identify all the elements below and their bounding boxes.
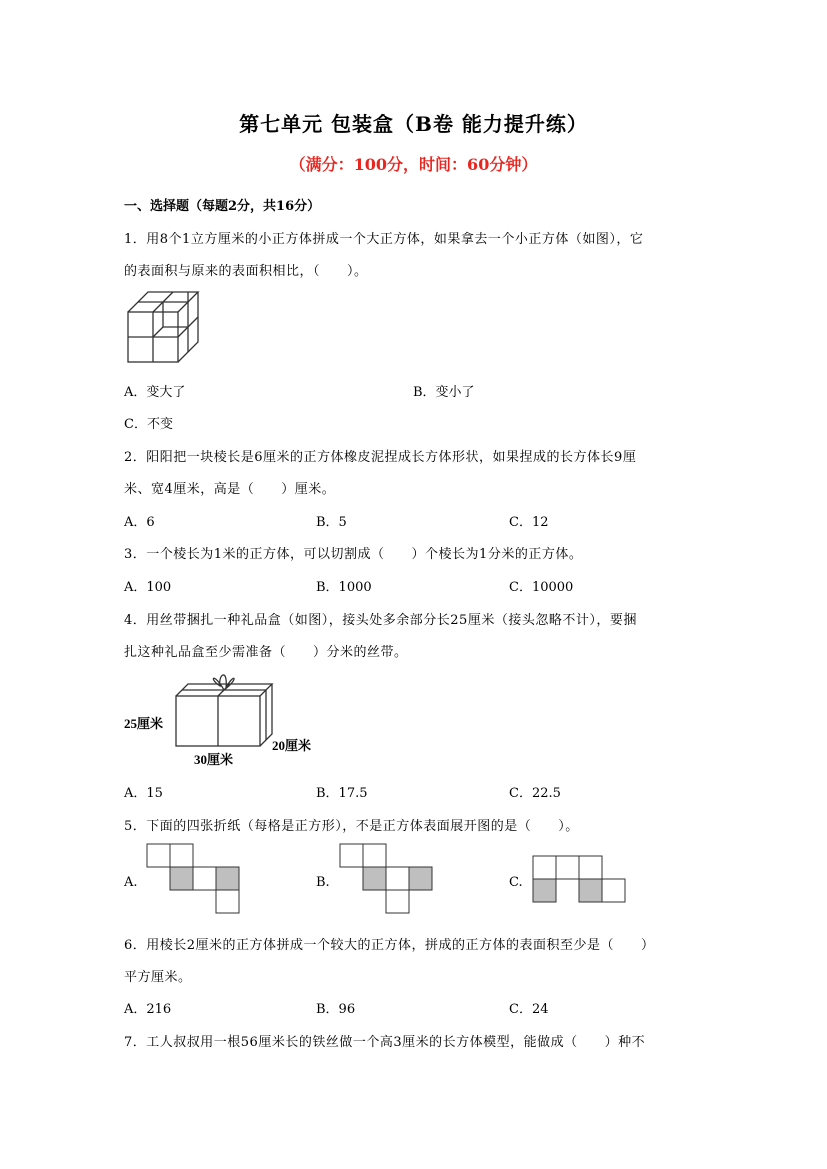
q4-option-c[interactable]: C．22.5	[509, 786, 561, 801]
q6-line-1: 6．用棱长2厘米的正方体拼成一个较大的正方体，拼成的正方体的表面积至少是（ ）	[124, 938, 655, 953]
q5-option-b[interactable]: B.	[316, 875, 330, 890]
section-heading: 一、选择题（每题2分，共16分）	[124, 199, 321, 214]
q5-option-a[interactable]: A.	[124, 875, 138, 890]
q1-option-b[interactable]: B．变小了	[413, 385, 475, 400]
q5-net-c[interactable]	[532, 855, 628, 905]
q5-net-a[interactable]	[146, 843, 242, 915]
q1-cube-figure	[126, 290, 206, 365]
q5-option-c[interactable]: C.	[509, 875, 523, 890]
q2-option-b[interactable]: B．5	[316, 515, 347, 530]
q4-label-height: 25厘米	[124, 716, 164, 731]
page-title: 第七单元 包装盒（B卷 能力提升练）	[239, 112, 588, 136]
q3-line-1: 3．一个棱长为1米的正方体，可以切割成（ ）个棱长为1分米的正方体。	[124, 547, 583, 562]
q7-line-1: 7．工人叔叔用一根56厘米长的铁丝做一个高3厘米的长方体模型，能做成（ ）种不	[124, 1035, 646, 1050]
q1-line-2: 的表面积与原来的表面积相比，（ ）。	[124, 264, 368, 279]
q5-net-b[interactable]	[339, 843, 435, 915]
page-subtitle: （满分：100分，时间：60分钟）	[289, 155, 538, 174]
q6-line-2: 平方厘米。	[124, 970, 192, 985]
q2-option-c[interactable]: C．12	[509, 515, 549, 530]
q4-line-1: 4．用丝带捆扎一种礼品盒（如图），接头处多余部分长25厘米（接头忽略不计），要捆	[124, 613, 637, 628]
q3-option-a[interactable]: A．100	[124, 580, 172, 595]
q2-line-1: 2．阳阳把一块棱长是6厘米的正方体橡皮泥捏成长方体形状，如果捏成的长方体长9厘	[124, 450, 637, 465]
q3-option-b[interactable]: B．1000	[316, 580, 372, 595]
q1-option-c[interactable]: C．不变	[124, 417, 173, 432]
q2-line-2: 米、宽4厘米，高是（ ）厘米。	[124, 482, 336, 497]
q1-option-a[interactable]: A．变大了	[124, 385, 186, 400]
q6-option-a[interactable]: A．216	[124, 1002, 172, 1017]
q6-option-b[interactable]: B．96	[316, 1002, 356, 1017]
q3-option-c[interactable]: C．10000	[509, 580, 574, 595]
q4-option-b[interactable]: B．17.5	[316, 786, 368, 801]
q6-option-c[interactable]: C．24	[509, 1002, 549, 1017]
q4-line-2: 扎这种礼品盒至少需准备（ ）分米的丝带。	[124, 645, 408, 660]
q5-line-1: 5．下面的四张折纸（每格是正方形），不是正方体表面展开图的是（ ）。	[124, 819, 579, 834]
q4-option-a[interactable]: A．15	[124, 786, 163, 801]
q2-option-a[interactable]: A．6	[124, 515, 155, 530]
q4-label-width: 20厘米	[272, 738, 312, 753]
q4-label-length: 30厘米	[194, 752, 234, 767]
q4-gift-box-figure	[170, 668, 280, 750]
q1-line-1: 1．用8个1立方厘米的小正方体拼成一个大正方体，如果拿去一个小正方体（如图），它	[124, 232, 644, 247]
